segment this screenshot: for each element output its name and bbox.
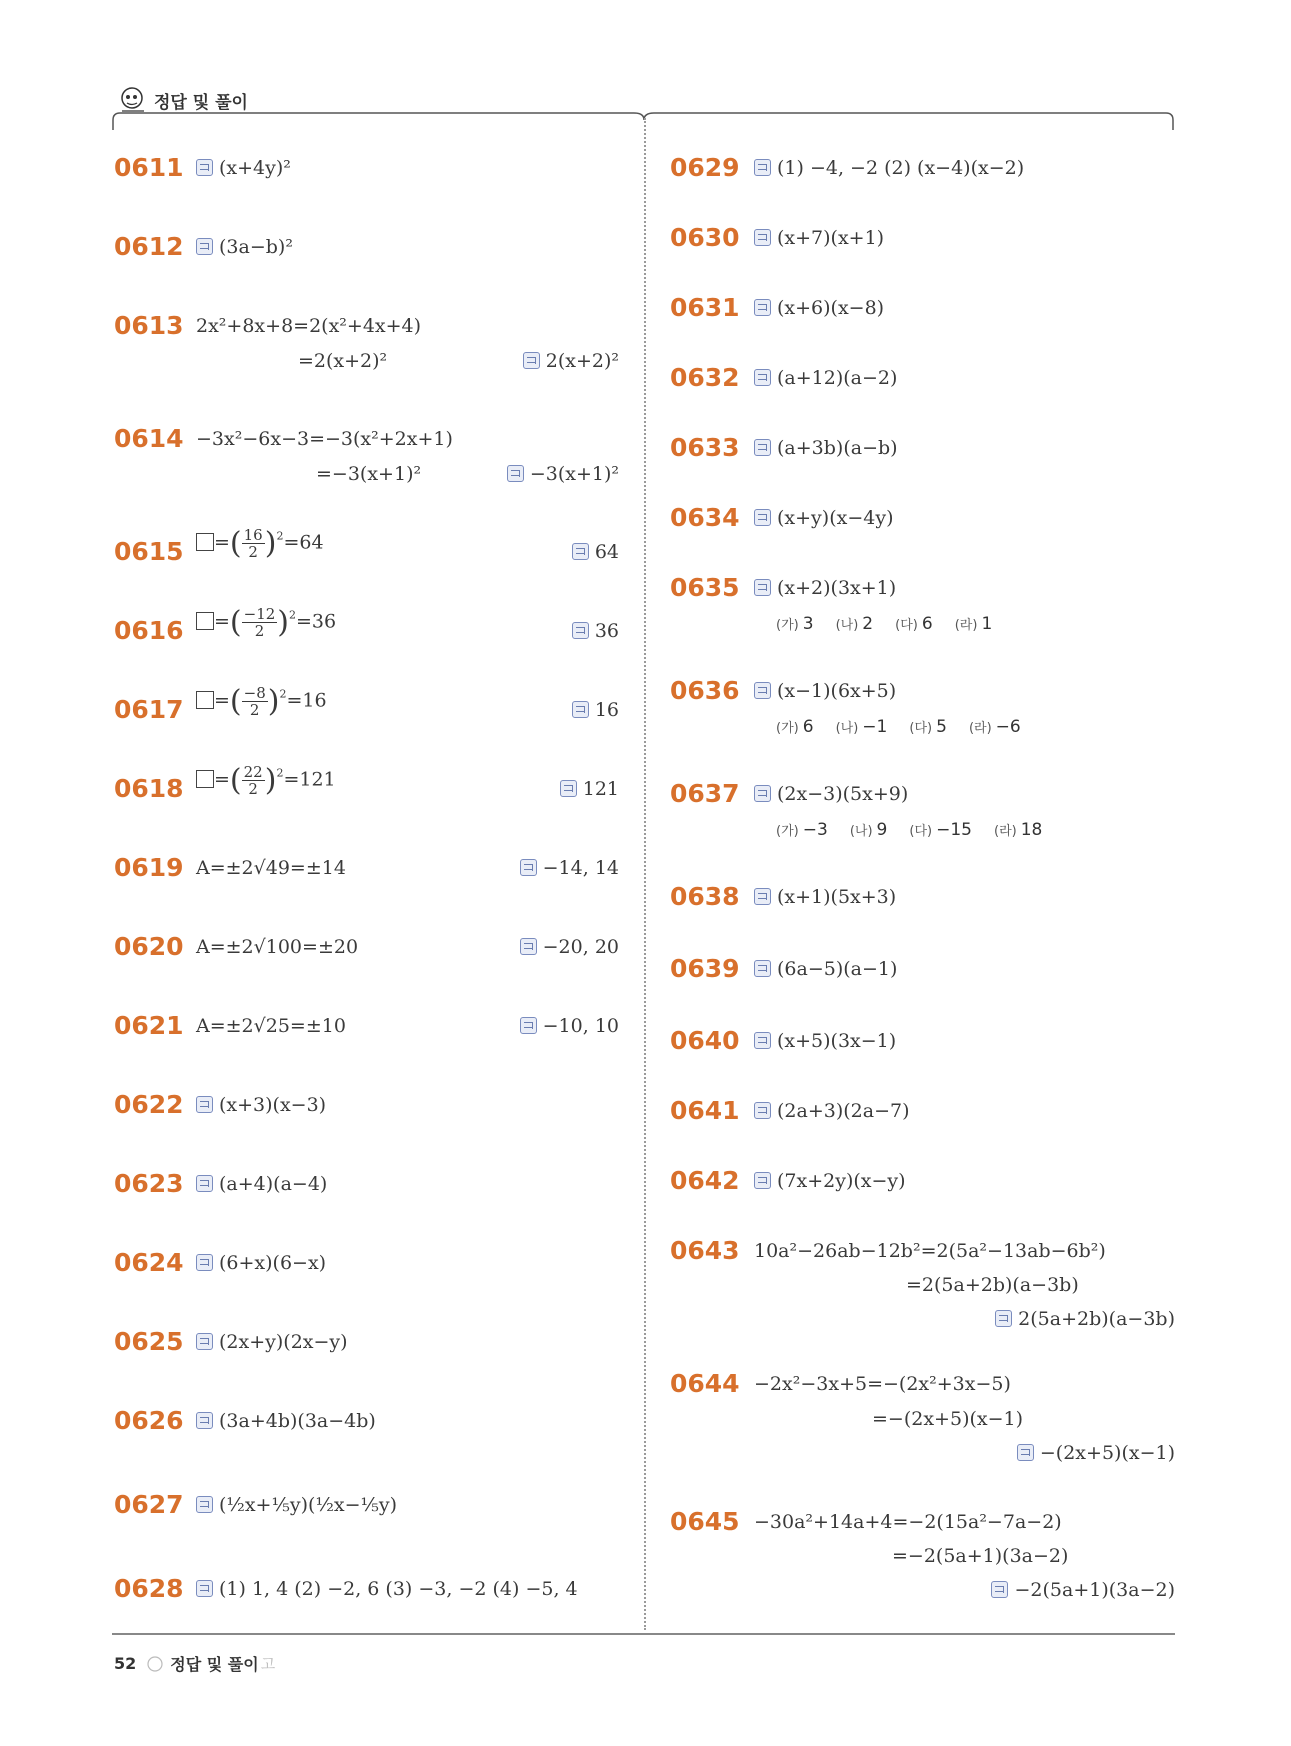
- answer-badge-icon: [520, 859, 537, 876]
- answer: (x−1)(6x+5): [754, 680, 896, 702]
- answer-badge-icon: [520, 938, 537, 955]
- answer: (1) −4, −2 (2) (x−4)(x−2): [754, 157, 1024, 179]
- answer: 2(x+2)²: [523, 350, 619, 372]
- answer-badge-icon: [754, 509, 771, 526]
- answer: 16: [572, 699, 619, 721]
- solution-line: 10a²−26ab−12b²=2(5a²−13ab−6b²): [754, 1240, 1106, 1262]
- answer-badge-icon: [991, 1581, 1008, 1598]
- column-divider: [644, 118, 646, 1630]
- mascot-icon: [146, 1655, 164, 1673]
- problem-number: 0618: [114, 774, 184, 803]
- problem-number: 0631: [670, 293, 740, 322]
- answer-badge-icon: [196, 1580, 213, 1597]
- answer: (x+6)(x−8): [754, 297, 884, 319]
- solution-line: =( $\frac{16}{2}$ )$^2$=64: [196, 526, 324, 561]
- problem-number: 0635: [670, 573, 740, 602]
- answer: −20, 20: [520, 936, 619, 958]
- solution-line: −30a²+14a+4=−2(15a²−7a−2): [754, 1511, 1062, 1533]
- fraction: $\frac{22}{2}$: [243, 763, 263, 798]
- solution-line: =−3(x+1)²: [316, 463, 422, 485]
- solution-line: A=±2√100=±20: [196, 936, 359, 958]
- problem-number: 0628: [114, 1574, 184, 1603]
- answer-badge-icon: [754, 888, 771, 905]
- header-title: 정답 및 풀이: [154, 92, 248, 113]
- answer-badge-icon: [995, 1310, 1012, 1327]
- answer: 36: [572, 620, 619, 642]
- sub-answers: (가) 6 (나) −1 (다) 5 (라) −6: [776, 717, 1021, 737]
- problem-number: 0634: [670, 503, 740, 532]
- answer-badge-icon: [196, 1096, 213, 1113]
- problem-number: 0620: [114, 932, 184, 961]
- answer: (2a+3)(2a−7): [754, 1100, 910, 1122]
- answer: (7x+2y)(x−y): [754, 1170, 906, 1192]
- problem-number: 0614: [114, 424, 184, 453]
- answer-badge-icon: [572, 701, 589, 718]
- answer-badge-icon: [196, 1412, 213, 1429]
- answer: (x+1)(5x+3): [754, 886, 896, 908]
- answer-badge-icon: [754, 439, 771, 456]
- answer: −2(5a+1)(3a−2): [991, 1579, 1175, 1601]
- answer-badge-icon: [754, 159, 771, 176]
- problem-number: 0630: [670, 223, 740, 252]
- answer-badge-icon: [196, 1496, 213, 1513]
- solution-line: −3x²−6x−3=−3(x²+2x+1): [196, 428, 453, 450]
- answer-badge-icon: [754, 1172, 771, 1189]
- solution-line: =2(x+2)²: [298, 350, 388, 372]
- answer: −(2x+5)(x−1): [1017, 1442, 1175, 1464]
- problem-number: 0617: [114, 695, 184, 724]
- answer-badge-icon: [754, 229, 771, 246]
- answer-badge-icon: [754, 579, 771, 596]
- answer-badge-icon: [754, 960, 771, 977]
- problem-number: 0623: [114, 1169, 184, 1198]
- answer-badge-icon: [754, 785, 771, 802]
- problem-number: 0612: [114, 232, 184, 261]
- problem-number: 0637: [670, 779, 740, 808]
- problem-number: 0621: [114, 1011, 184, 1040]
- problem-number: 0645: [670, 1507, 740, 1536]
- problem-number: 0639: [670, 954, 740, 983]
- solution-line: −2x²−3x+5=−(2x²+3x−5): [754, 1373, 1011, 1395]
- solution-line: A=±2√25=±10: [196, 1015, 346, 1037]
- answer: (x+4y)²: [196, 157, 291, 179]
- problem-number: 0611: [114, 153, 184, 182]
- answer: (1) 1, 4 (2) −2, 6 (3) −3, −2 (4) −5, 4: [196, 1578, 578, 1600]
- problem-number: 0642: [670, 1166, 740, 1195]
- answer-badge-icon: [507, 465, 524, 482]
- answer: (x+3)(x−3): [196, 1094, 326, 1116]
- solution-line: =( $\frac{-12}{2}$ )$^2$=36: [196, 605, 336, 640]
- answer-badge-icon: [572, 622, 589, 639]
- solution-line: =( $\frac{22}{2}$ )$^2$=121: [196, 763, 336, 798]
- answer: (3a+4b)(3a−4b): [196, 1410, 376, 1432]
- problem-number: 0613: [114, 311, 184, 340]
- problem-number: 0638: [670, 882, 740, 911]
- problem-number: 0636: [670, 676, 740, 705]
- mascot-icon: [118, 85, 148, 115]
- answer: (x+5)(3x−1): [754, 1030, 896, 1052]
- blank-box: [196, 612, 214, 630]
- problem-number: 0643: [670, 1236, 740, 1265]
- answer-badge-icon: [196, 1175, 213, 1192]
- solution-line: =−(2x+5)(x−1): [872, 1408, 1024, 1430]
- problem-number: 0632: [670, 363, 740, 392]
- answer: (6a−5)(a−1): [754, 958, 897, 980]
- answer-badge-icon: [523, 352, 540, 369]
- watermark: 고: [260, 1655, 276, 1673]
- blank-box: [196, 770, 214, 788]
- answer: −14, 14: [520, 857, 619, 879]
- problem-number: 0644: [670, 1369, 740, 1398]
- answer-badge-icon: [196, 159, 213, 176]
- answer-badge-icon: [196, 1333, 213, 1350]
- answer: (3a−b)²: [196, 236, 293, 258]
- footer-title: 정답 및 풀이: [170, 1655, 259, 1674]
- answer-badge-icon: [520, 1017, 537, 1034]
- answer-badge-icon: [754, 299, 771, 316]
- sub-answers: (가) 3 (나) 2 (다) 6 (라) 1: [776, 614, 993, 634]
- answer: −3(x+1)²: [507, 463, 619, 485]
- problem-number: 0627: [114, 1490, 184, 1519]
- problem-number: 0626: [114, 1406, 184, 1435]
- page-number: 52: [114, 1654, 137, 1673]
- blank-box: [196, 691, 214, 709]
- problem-number: 0640: [670, 1026, 740, 1055]
- answer: −10, 10: [520, 1015, 619, 1037]
- solution-line: =−2(5a+1)(3a−2): [892, 1545, 1069, 1567]
- problem-number: 0625: [114, 1327, 184, 1356]
- problem-number: 0633: [670, 433, 740, 462]
- fraction: $\frac{-12}{2}$: [243, 605, 276, 640]
- fraction: $\frac{16}{2}$: [243, 526, 263, 561]
- answer: (2x−3)(5x+9): [754, 783, 908, 805]
- answer-badge-icon: [1017, 1444, 1034, 1461]
- answer: 64: [572, 541, 619, 563]
- page-footer: [114, 1652, 275, 1675]
- answer: (½x+⅕y)(½x−⅕y): [196, 1494, 397, 1516]
- answer-badge-icon: [196, 1254, 213, 1271]
- answer: (a+3b)(a−b): [754, 437, 898, 459]
- answer-badge-icon: [572, 543, 589, 560]
- problem-number: 0624: [114, 1248, 184, 1277]
- answer: 121: [560, 778, 619, 800]
- problem-number: 0615: [114, 537, 184, 566]
- answer: (x+y)(x−4y): [754, 507, 893, 529]
- problem-number: 0619: [114, 853, 184, 882]
- solution-line: 2x²+8x+8=2(x²+4x+4): [196, 315, 422, 337]
- answer: (x+7)(x+1): [754, 227, 884, 249]
- answer: (2x+y)(2x−y): [196, 1331, 348, 1353]
- answer: (x+2)(3x+1): [754, 577, 896, 599]
- solution-line: =( $\frac{-8}{2}$ )$^2$=16: [196, 684, 327, 719]
- answer: (6+x)(6−x): [196, 1252, 326, 1274]
- answer-badge-icon: [754, 682, 771, 699]
- blank-box: [196, 533, 214, 551]
- problem-number: 0641: [670, 1096, 740, 1125]
- solution-line: A=±2√49=±14: [196, 857, 346, 879]
- answer: (a+4)(a−4): [196, 1173, 327, 1195]
- problem-number: 0622: [114, 1090, 184, 1119]
- answer-badge-icon: [754, 1102, 771, 1119]
- answer-badge-icon: [754, 1032, 771, 1049]
- answer: 2(5a+2b)(a−3b): [995, 1308, 1175, 1330]
- problem-number: 0629: [670, 153, 740, 182]
- fraction: $\frac{-8}{2}$: [243, 684, 266, 719]
- answer-badge-icon: [754, 369, 771, 386]
- solution-line: =2(5a+2b)(a−3b): [906, 1274, 1079, 1296]
- answer: (a+12)(a−2): [754, 367, 897, 389]
- sub-answers: (가) −3 (나) 9 (다) −15 (라) 18: [776, 820, 1043, 840]
- problem-number: 0616: [114, 616, 184, 645]
- answer-badge-icon: [560, 780, 577, 797]
- bottom-rule: [112, 1633, 1175, 1635]
- answer-badge-icon: [196, 238, 213, 255]
